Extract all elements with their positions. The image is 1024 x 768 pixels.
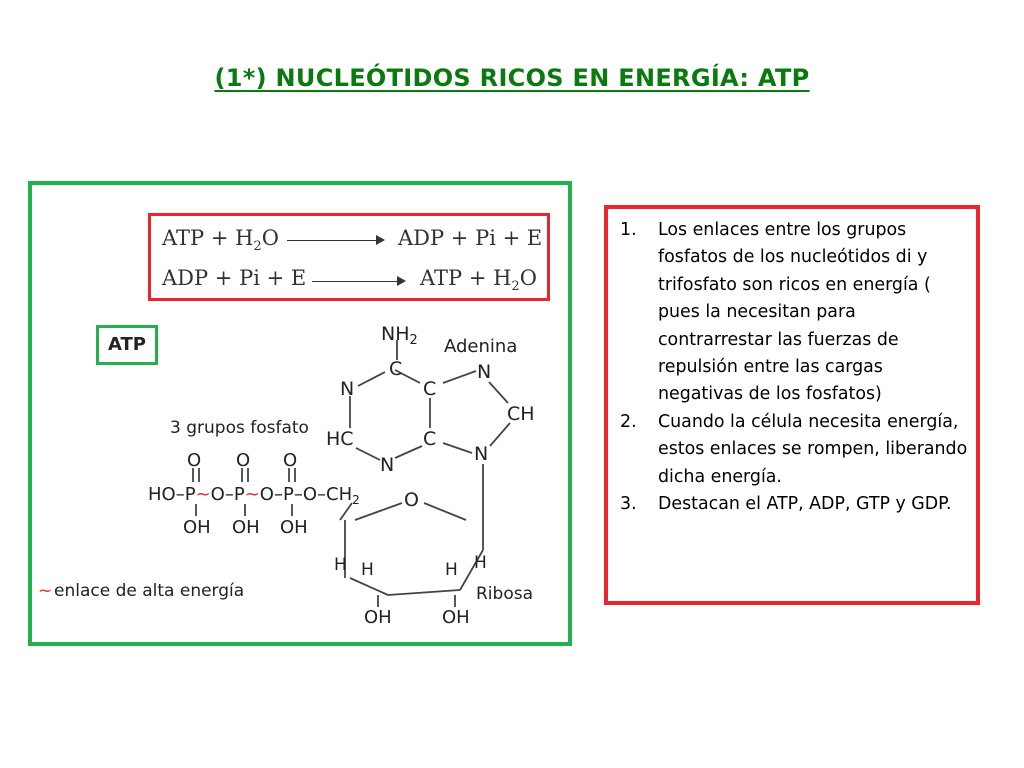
atom-c-5: C	[423, 378, 437, 400]
ribosa-label: Ribosa	[476, 584, 534, 604]
atom-c-top: C	[389, 358, 403, 380]
note-item: 3. Destacan el ATP, ADP, GTP y GDP.	[620, 494, 952, 515]
ribose-h-4: H	[474, 553, 487, 573]
ribose-h-2: H	[361, 560, 374, 580]
high-energy-bond-icon: ~	[195, 484, 211, 505]
grupos-fosfato-label: 3 grupos fosfato	[170, 418, 309, 438]
atom-n-1: N	[340, 378, 355, 400]
tilde-icon: ~	[38, 581, 53, 601]
atom-ch-8: CH	[507, 403, 535, 425]
atom-hc-2: HC	[326, 428, 354, 450]
note-item: 2. Cuando la célula necesita energía, estos enlaces se rompen, liberando dicha energía.	[620, 411, 968, 487]
equation-synthesis-right: ATP + $H_2O$	[420, 266, 537, 295]
phosphate-oh-1: OH	[183, 517, 211, 538]
high-energy-bond-icon: ~	[244, 484, 260, 505]
ribose-oh-1: OH	[364, 607, 392, 628]
atom-n-7: N	[477, 361, 492, 383]
nh2-group: $NH_2$	[381, 323, 418, 348]
notes-box	[604, 205, 980, 605]
atp-label-badge: ATP	[96, 325, 158, 365]
note-item: 1. Los enlaces entre los grupos fosfatos de los nucleótidos di y trifosfato son ricos en energía ( pues la necesitan para contrarrestar las fuerzas de repulsión entre las cargas negativas de los fosfatos)	[620, 220, 931, 405]
phosphate-oxygen-1: O	[187, 450, 202, 471]
atom-c-4: C	[423, 428, 437, 450]
phosphate-oh-2: OH	[232, 517, 260, 538]
notes-list	[620, 217, 968, 518]
adenina-label: Adenina	[444, 336, 518, 357]
legend-text: enlace de alta energía	[54, 581, 245, 601]
atom-n-3: N	[380, 454, 395, 476]
phosphate-oxygen-3: O	[283, 450, 298, 471]
ribose-oh-2: OH	[442, 607, 470, 628]
phosphate-oh-3: OH	[280, 517, 308, 538]
equation-hydrolysis-left: ATP + $H_2O$	[162, 226, 279, 255]
equation-synthesis-left: ADP + Pi + E	[162, 266, 307, 290]
phosphate-chain: $HO-P\sim O-P\sim O-P-O-CH_2$	[148, 484, 360, 507]
ribose-h-1: H	[334, 555, 347, 575]
atom-n-9: N	[474, 443, 489, 465]
page-title: (1*) NUCLEÓTIDOS RICOS EN ENERGÍA: ATP	[214, 64, 810, 92]
phosphate-oxygen-2: O	[236, 450, 251, 471]
ribose-h-3: H	[445, 560, 458, 580]
equation-hydrolysis-right: ADP + Pi + E	[398, 226, 543, 250]
ribose-ring-oxygen: O	[404, 489, 419, 511]
